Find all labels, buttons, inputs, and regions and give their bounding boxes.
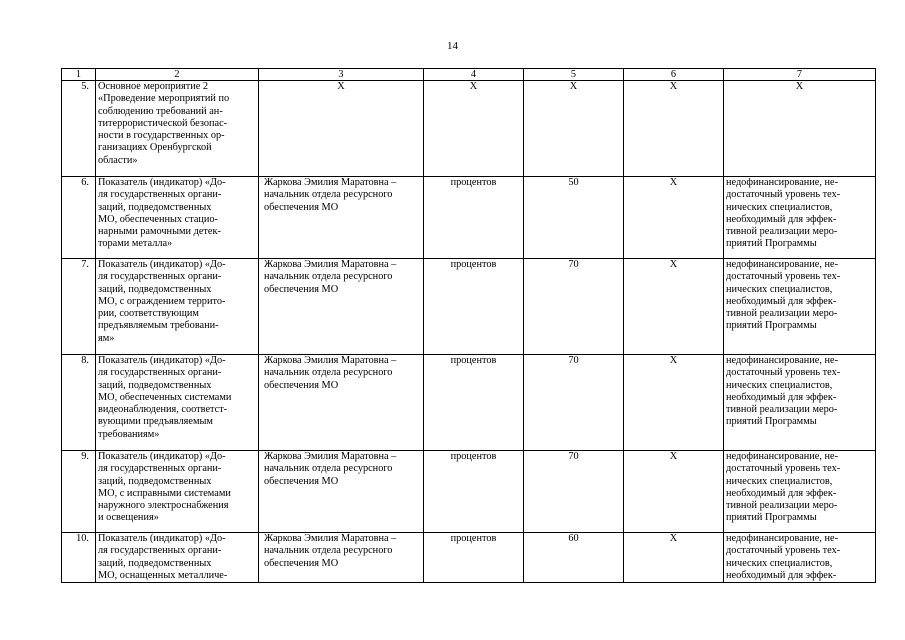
row-value: 50 bbox=[524, 177, 624, 259]
description-line: заций, подведомственных bbox=[98, 557, 212, 569]
row-responsible-x: X bbox=[259, 81, 424, 177]
description-line: Показатель (индикатор) «До- bbox=[98, 451, 226, 462]
reason-line: недофинансирование, не- bbox=[726, 533, 839, 544]
row-value: 60 bbox=[524, 533, 624, 583]
reason-line: нических специалистов, bbox=[726, 283, 833, 295]
description-line: Показатель (индикатор) «До- bbox=[98, 259, 226, 270]
responsible-line: Жаркова Эмилия Маратовна – bbox=[264, 177, 397, 188]
row-unit: X bbox=[424, 81, 524, 177]
description-line: требованиям» bbox=[98, 428, 160, 440]
reason-line: недофинансирование, не- bbox=[726, 355, 839, 366]
table-row bbox=[62, 451, 876, 533]
description-line: предъявляемым требовани- bbox=[98, 320, 219, 332]
row-unit: процентов bbox=[424, 259, 524, 355]
description-line: заций, подведомственных bbox=[98, 379, 212, 391]
description-line: рии, соответствующим bbox=[98, 308, 199, 320]
reason-line: тивной реализации меро- bbox=[726, 404, 838, 416]
reason-line: нических специалистов, bbox=[726, 379, 833, 391]
description-line: ям» bbox=[98, 332, 115, 344]
row-column-6: X bbox=[624, 177, 724, 259]
row-unit: процентов bbox=[424, 533, 524, 583]
row-reason-x: X bbox=[724, 81, 876, 177]
responsible-line: Жаркова Эмилия Маратовна – bbox=[264, 355, 397, 366]
description-line: и освещения» bbox=[98, 512, 159, 524]
col-header-3: 3 bbox=[259, 69, 424, 81]
row-reason bbox=[724, 451, 876, 533]
description-line: наружного электроснабжения bbox=[98, 500, 229, 512]
description-line: Показатель (индикатор) «До- bbox=[98, 355, 226, 366]
row-value: X bbox=[524, 81, 624, 177]
reason-line: тивной реализации меро- bbox=[726, 500, 838, 512]
responsible-line: начальник отдела ресурсного bbox=[264, 463, 393, 475]
reason-line: необходимый для эффек- bbox=[726, 487, 837, 499]
row-responsible bbox=[259, 355, 424, 451]
row-value: 70 bbox=[524, 259, 624, 355]
description-line: ля государственных органи- bbox=[98, 545, 222, 557]
page-number: 14 bbox=[447, 40, 458, 52]
reason-line: нических специалистов, bbox=[726, 557, 833, 569]
responsible-line: начальник отдела ресурсного bbox=[264, 271, 393, 283]
description-line: МО, обеспеченных стацио- bbox=[98, 213, 218, 225]
table-row bbox=[62, 355, 876, 451]
description-line: ля государственных органи- bbox=[98, 463, 222, 475]
description-line: Показатель (индикатор) «До- bbox=[98, 533, 226, 544]
responsible-line: обеспечения МО bbox=[264, 557, 339, 569]
row-number: 7. bbox=[62, 259, 96, 355]
reason-line: недофинансирование, не- bbox=[726, 451, 839, 462]
description-line: Показатель (индикатор) «До- bbox=[98, 177, 226, 188]
row-value: 70 bbox=[524, 355, 624, 451]
row-reason bbox=[724, 259, 876, 355]
responsible-line: Жаркова Эмилия Маратовна – bbox=[264, 533, 397, 544]
reason-line: недофинансирование, не- bbox=[726, 177, 839, 188]
col-header-1: 1 bbox=[62, 69, 96, 81]
reason-line: тивной реализации меро- bbox=[726, 308, 838, 320]
description-line: МО, обеспеченных системами bbox=[98, 391, 232, 403]
description-line: ганизациях Оренбургской bbox=[98, 142, 212, 154]
row-description bbox=[96, 451, 259, 533]
responsible-line: обеспечения МО bbox=[264, 201, 339, 213]
description-line: МО, с ограждением террито- bbox=[98, 295, 226, 307]
description-line: титеррористической безопас- bbox=[98, 117, 228, 129]
indicator-table bbox=[61, 68, 876, 583]
table-row bbox=[62, 533, 876, 583]
reason-line: достаточный уровень тех- bbox=[726, 367, 841, 379]
responsible-line: Жаркова Эмилия Маратовна – bbox=[264, 259, 397, 270]
reason-line: приятий Программы bbox=[726, 320, 817, 332]
reason-line: нических специалистов, bbox=[726, 201, 833, 213]
col-header-5: 5 bbox=[524, 69, 624, 81]
description-line: ности в государственных ор- bbox=[98, 130, 225, 142]
row-responsible bbox=[259, 451, 424, 533]
table-row bbox=[62, 259, 876, 355]
table-row bbox=[62, 81, 876, 177]
reason-line: нических специалистов, bbox=[726, 475, 833, 487]
description-line: ля государственных органи- bbox=[98, 271, 222, 283]
column-number-row bbox=[62, 69, 876, 81]
description-line: МО, оснащенных металличе- bbox=[98, 569, 228, 581]
row-number: 5. bbox=[62, 81, 96, 177]
row-reason bbox=[724, 533, 876, 583]
row-column-6: X bbox=[624, 355, 724, 451]
reason-line: необходимый для эффек- bbox=[726, 295, 837, 307]
description-line: МО, с исправными системами bbox=[98, 487, 231, 499]
description-line: заций, подведомственных bbox=[98, 201, 212, 213]
row-responsible bbox=[259, 259, 424, 355]
col-header-2: 2 bbox=[96, 69, 259, 81]
description-line: ля государственных органи- bbox=[98, 367, 222, 379]
row-description bbox=[96, 177, 259, 259]
row-value: 70 bbox=[524, 451, 624, 533]
row-number: 8. bbox=[62, 355, 96, 451]
row-column-6: X bbox=[624, 259, 724, 355]
description-line: ля государственных органи- bbox=[98, 189, 222, 201]
reason-line: приятий Программы bbox=[726, 238, 817, 250]
responsible-line: начальник отдела ресурсного bbox=[264, 189, 393, 201]
row-unit: процентов bbox=[424, 451, 524, 533]
reason-line: достаточный уровень тех- bbox=[726, 271, 841, 283]
reason-line: необходимый для эффек- bbox=[726, 391, 837, 403]
row-number: 9. bbox=[62, 451, 96, 533]
responsible-line: обеспечения МО bbox=[264, 283, 339, 295]
row-responsible bbox=[259, 177, 424, 259]
reason-line: необходимый для эффек- bbox=[726, 569, 837, 581]
responsible-line: Жаркова Эмилия Маратовна – bbox=[264, 451, 397, 462]
reason-line: необходимый для эффек- bbox=[726, 213, 837, 225]
row-column-6: X bbox=[624, 451, 724, 533]
description-line: торами металла» bbox=[98, 238, 173, 250]
description-line: соблюдению требований ан- bbox=[98, 105, 223, 117]
reason-line: тивной реализации меро- bbox=[726, 226, 838, 238]
reason-line: достаточный уровень тех- bbox=[726, 189, 841, 201]
reason-line: достаточный уровень тех- bbox=[726, 463, 841, 475]
responsible-line: начальник отдела ресурсного bbox=[264, 367, 393, 379]
responsible-line: обеспечения МО bbox=[264, 379, 339, 391]
row-column-6: X bbox=[624, 533, 724, 583]
reason-line: недофинансирование, не- bbox=[726, 259, 839, 270]
responsible-line: начальник отдела ресурсного bbox=[264, 545, 393, 557]
row-number: 6. bbox=[62, 177, 96, 259]
description-line: заций, подведомственных bbox=[98, 475, 212, 487]
responsible-line: обеспечения МО bbox=[264, 475, 339, 487]
row-unit: процентов bbox=[424, 177, 524, 259]
row-description bbox=[96, 81, 259, 177]
col-header-7: 7 bbox=[724, 69, 876, 81]
row-column-6: X bbox=[624, 81, 724, 177]
description-line: Основное мероприятие 2 bbox=[98, 81, 209, 92]
reason-line: достаточный уровень тех- bbox=[726, 545, 841, 557]
row-description bbox=[96, 355, 259, 451]
row-number: 10. bbox=[62, 533, 96, 583]
description-line: видеонаблюдения, соответст- bbox=[98, 404, 228, 416]
description-line: нарными рамочными детек- bbox=[98, 226, 221, 238]
reason-line: приятий Программы bbox=[726, 416, 817, 428]
col-header-6: 6 bbox=[624, 69, 724, 81]
row-responsible bbox=[259, 533, 424, 583]
row-reason bbox=[724, 355, 876, 451]
description-line: вующими предъявляемым bbox=[98, 416, 213, 428]
description-line: области» bbox=[98, 154, 138, 166]
table-row bbox=[62, 177, 876, 259]
row-description bbox=[96, 259, 259, 355]
reason-line: приятий Программы bbox=[726, 512, 817, 524]
row-reason bbox=[724, 177, 876, 259]
col-header-4: 4 bbox=[424, 69, 524, 81]
description-line: «Проведение мероприятий по bbox=[98, 93, 230, 105]
description-line: заций, подведомственных bbox=[98, 283, 212, 295]
row-unit: процентов bbox=[424, 355, 524, 451]
row-description bbox=[96, 533, 259, 583]
